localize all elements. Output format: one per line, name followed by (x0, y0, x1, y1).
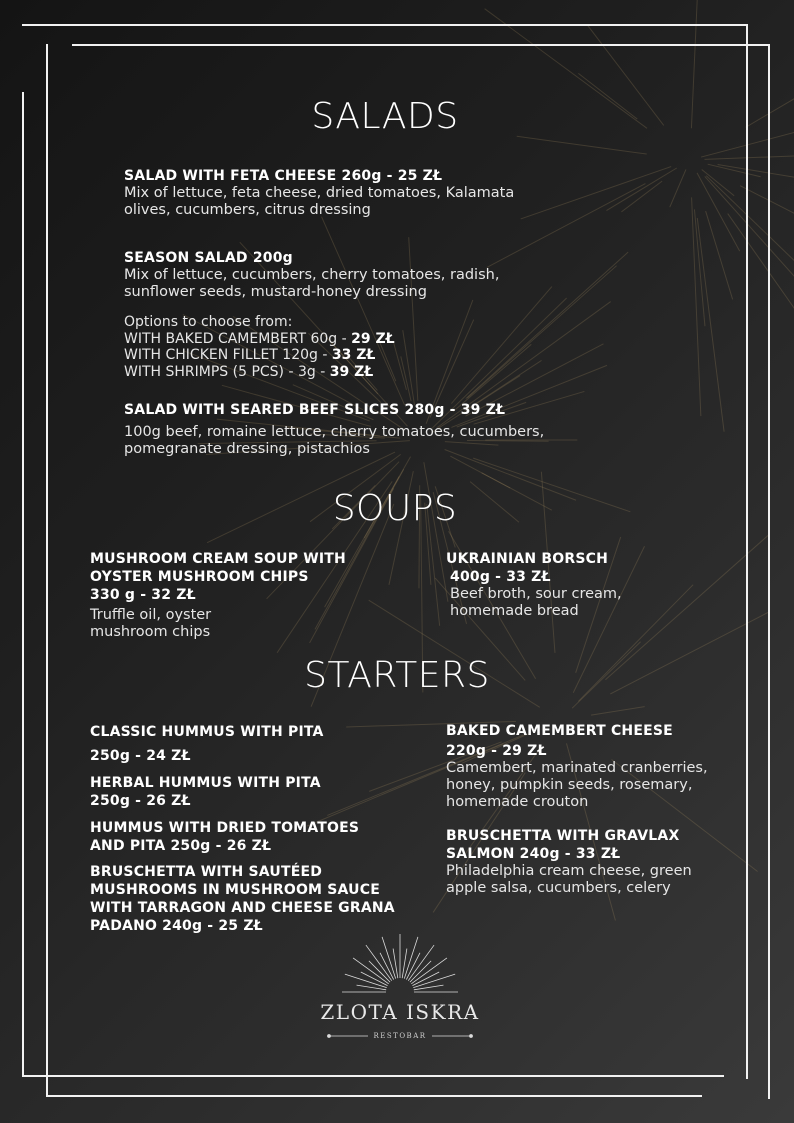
soup-borsch-price: 400g - 33 ZŁ (450, 569, 551, 585)
restaurant-logo (310, 928, 490, 1048)
option-shrimps-text: WITH SHRIMPS (5 PCS) - 3g - (124, 363, 330, 380)
camembert-desc-2: honey, pumpkin seeds, rosemary, (446, 777, 693, 793)
bruschetta-mushrooms-title-3: WITH TARRAGON AND CHEESE GRANA (90, 900, 395, 916)
soup-mushroom-desc-1: Truffle oil, oyster (90, 607, 212, 623)
gravlax-desc-1: Philadelphia cream cheese, green (446, 863, 692, 879)
camembert-desc-3: homemade crouton (446, 794, 589, 810)
option-camembert (124, 331, 604, 348)
salad-beef-title: SALAD WITH SEARED BEEF SLICES 280g - 39 ZŁ (124, 402, 506, 418)
soup-borsch-title: UKRAINIAN BORSCH (446, 551, 609, 567)
dried-hummus-title-1: HUMMUS WITH DRIED TOMATOES (90, 820, 360, 836)
salad-beef (124, 401, 624, 458)
starters-heading: STARTERS (304, 655, 490, 696)
starter-bruschetta-mushrooms (90, 863, 430, 935)
salad-feta (124, 167, 604, 219)
frame-bottom-line (22, 1075, 724, 1077)
soup-borsch-desc-1: Beef broth, sour cream, (450, 586, 622, 602)
frame-left-line (22, 92, 24, 1077)
camembert-title: BAKED CAMEMBERT CHEESE (446, 723, 673, 739)
classic-hummus-title: CLASSIC HUMMUS WITH PITA (90, 724, 324, 740)
dried-hummus-title-2: AND PITA 250g - 26 ZŁ (90, 838, 272, 854)
salad-season-title: SEASON SALAD 200g (124, 250, 293, 266)
salad-feta-desc-1: Mix of lettuce, feta cheese, dried tomatoes, Kalamata (124, 185, 515, 201)
soup-mushroom-title-2: OYSTER MUSHROOM CHIPS (90, 569, 309, 585)
option-camembert-text: WITH BAKED CAMEMBERT 60g - (124, 330, 352, 347)
starter-classic-hummus (90, 723, 420, 765)
option-camembert-price: 29 ZŁ (351, 330, 395, 347)
salad-beef-desc-1: 100g beef, romaine lettuce, cherry tomatoes, cucumbers, (124, 424, 545, 440)
herbal-hummus-title: HERBAL HUMMUS WITH PITA (90, 775, 321, 791)
option-chicken-text: WITH CHICKEN FILLET 120g - (124, 347, 332, 363)
starter-bruschetta-gravlax (446, 827, 756, 897)
gravlax-title-2: SALMON 240g - 33 ZŁ (446, 846, 621, 862)
bruschetta-mushrooms-title-4: PADANO 240g - 25 ZŁ (90, 918, 263, 934)
gravlax-title-1: BRUSCHETTA WITH GRAVLAX (446, 828, 680, 844)
gravlax-desc-2: apple salsa, cucumbers, celery (446, 880, 671, 896)
option-shrimps (124, 364, 604, 381)
option-chicken-price: 33 ZŁ (331, 347, 376, 363)
option-shrimps-price: 39 ZŁ (329, 363, 374, 380)
soup-borsch (446, 550, 746, 620)
logo-subtitle: RESTOBAR (373, 1032, 427, 1040)
salad-feta-title: SALAD WITH FETA CHEESE 260g - 25 ZŁ (124, 168, 443, 184)
starter-herbal-hummus (90, 774, 420, 810)
logo-name: ZLOTA ISKRA (320, 1000, 480, 1024)
option-chicken (124, 347, 604, 364)
camembert-price: 220g - 29 ZŁ (446, 743, 547, 759)
salad-options (124, 314, 604, 380)
bruschetta-mushrooms-title-2: MUSHROOMS IN MUSHROOM SAUCE (90, 882, 380, 898)
salad-season-desc-1: Mix of lettuce, cucumbers, cherry tomatoes, radish, (124, 267, 500, 283)
soup-mushroom-price: 330 g - 32 ZŁ (90, 587, 196, 603)
salad-season-desc-2: sunflower seeds, mustard-honey dressing (124, 284, 427, 300)
soups-heading: SOUPS (332, 488, 458, 529)
sun-rays-icon (310, 928, 490, 1048)
bruschetta-mushrooms-title-1: BRUSCHETTA WITH SAUTÉED (90, 864, 323, 880)
salad-beef-desc-2: pomegranate dressing, pistachios (124, 441, 370, 457)
options-intro: Options to choose from: (124, 314, 293, 330)
camembert-desc-1: Camembert, marinated cranberries, (446, 760, 708, 776)
salad-feta-desc-2: olives, cucumbers, citrus dressing (124, 202, 371, 218)
soup-borsch-desc-2: homemade bread (450, 603, 579, 619)
salad-season (124, 249, 604, 301)
soup-mushroom (90, 550, 410, 641)
frame-bottom-line-2 (46, 1095, 702, 1097)
herbal-hummus-price: 250g - 26 ZŁ (90, 793, 191, 809)
classic-hummus-price: 250g - 24 ZŁ (90, 748, 191, 764)
soup-mushroom-title-1: MUSHROOM CREAM SOUP WITH (90, 551, 346, 567)
salads-heading: SALADS (311, 96, 459, 137)
frame-left-line-2 (46, 44, 48, 1097)
soup-mushroom-desc-2: mushroom chips (90, 624, 211, 640)
starter-baked-camembert (446, 722, 756, 811)
starter-dried-tomatoes-hummus (90, 819, 420, 855)
